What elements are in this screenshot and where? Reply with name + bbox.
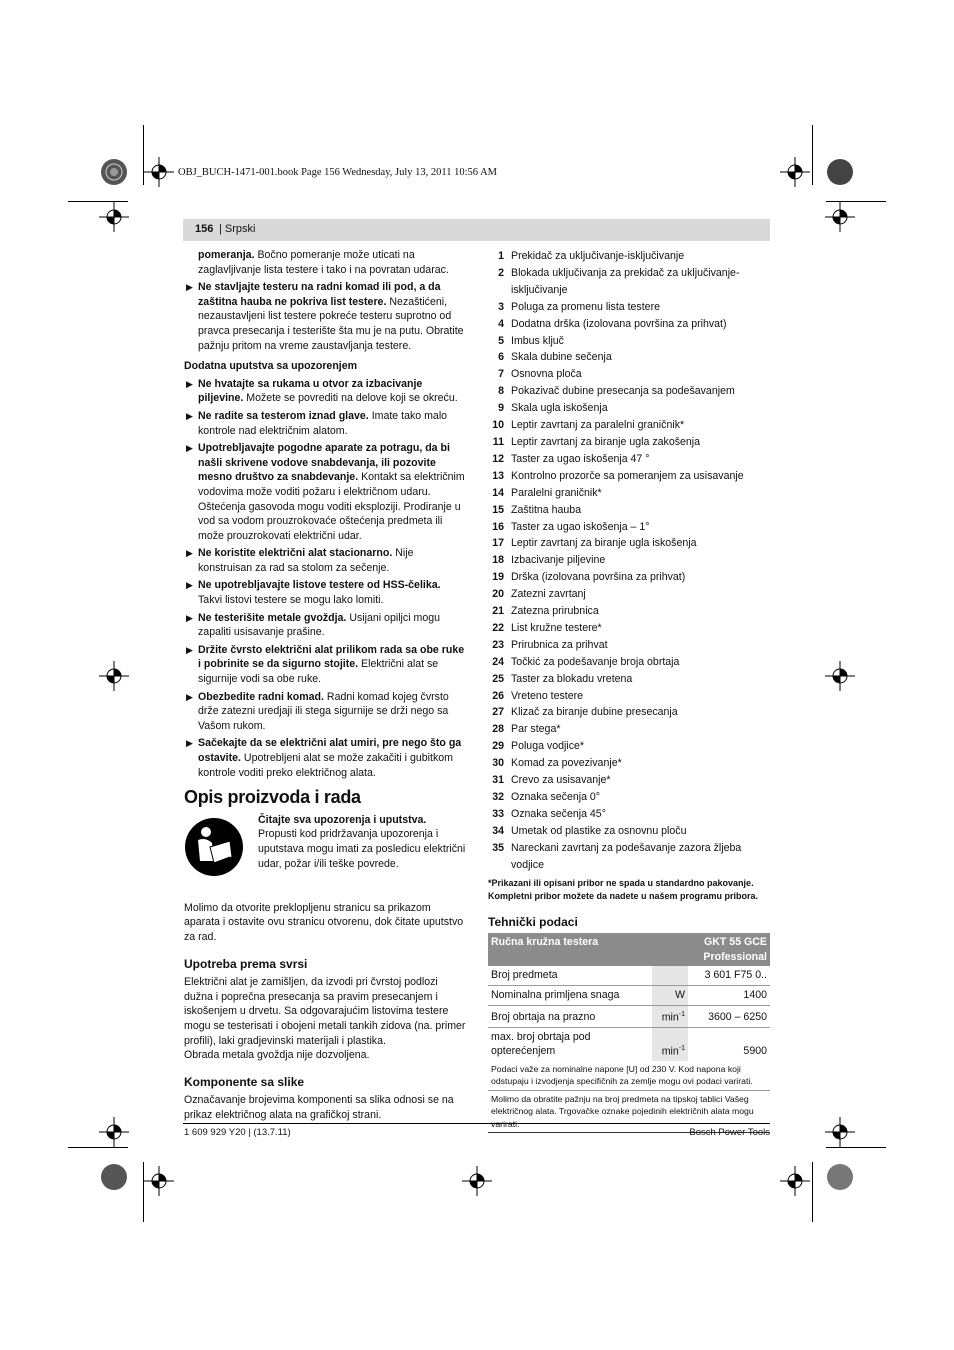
left-column <box>184 248 466 1123</box>
component-label: Pokazivač dubine presecanja sa podešavanjem <box>511 385 735 398</box>
list-item <box>488 366 770 383</box>
tech-table <box>488 933 770 1133</box>
tech-header-row <box>488 933 770 966</box>
read-instructions-text: Čitajte sva upozorenja i uputstva. Propusti kod pridržavanja upozorenja i uputstava mogu imati za posledicu električni udar, požar i/ili teške povrede. <box>258 813 466 870</box>
crosshair-icon <box>99 1117 129 1147</box>
registration-mark-icon <box>825 1162 855 1192</box>
components-text: Označavanje brojevima komponenti sa slika odnosi se na prikaz električnog alata na grafičkoj strani. <box>184 1094 454 1121</box>
component-label: Taster za ugao iskošenja 47 ° <box>511 452 650 465</box>
table-row: max. broj obrtaja pod opterećenjem $\min^{-1}$ 5900 <box>488 1027 770 1061</box>
component-label: Oznaka sečenja 0° <box>511 791 601 803</box>
component-label: Klizač za biranje dubine presecanja <box>511 706 678 719</box>
component-number: 32 <box>492 791 504 803</box>
component-number: 24 <box>492 655 504 668</box>
table-footnote-row: Molimo da obratite pažnju na broj predmeta na tipskoj tablici Vašeg električnog alata. Trgovačke oznake pojedinih električnih alata mogu <box>488 1090 770 1133</box>
component-label: Crevo za usisavanje* <box>511 774 611 787</box>
tech-title: Tehnički podaci <box>488 914 578 929</box>
section-title: Opis proizvoda i rada <box>184 787 361 808</box>
subheading: Dodatna uputstva sa upozorenjem <box>184 360 358 373</box>
list-item <box>488 603 770 620</box>
crosshair-icon <box>99 661 129 691</box>
usage-text: Električni alat je zamišljen, da izvodi pri čvrstoj podlozi dužna i poprečna presecanja sa pravim presecanjem i iskošenjem u drvetu. Sa odgovarajućim listovima testere mogu se testerisati i obojeni metali tankih zidova (na. primer profili), laki gradjevinski materijali i plastika. <box>184 976 466 1047</box>
warning-item: ▶ Ne upotrebljavajte listove testere od HSS-čelika. Takvi listovi testere se mogu lako lomiti. <box>186 579 441 607</box>
component-label: Leptir zavrtanj za biranje ugla zakošenja <box>511 435 701 448</box>
list-item <box>488 434 770 451</box>
list-item <box>488 620 770 637</box>
list-item <box>488 569 770 586</box>
component-number: 19 <box>492 571 504 584</box>
component-number: 18 <box>492 554 504 567</box>
footer-brand: Bosch Power Tools <box>689 1127 770 1138</box>
warning-item: ▶ Ne radite sa testerom iznad glave. Imate tako malo kontrole nad električnim alatom. <box>186 409 448 437</box>
component-number: 30 <box>492 757 504 770</box>
component-label: Poluga za promenu lista testere <box>511 300 660 313</box>
component-number: 31 <box>492 774 504 787</box>
component-number: 9 <box>498 402 504 415</box>
list-item <box>488 333 770 350</box>
component-label: List kružne testere* <box>511 621 602 634</box>
registration-mark-icon <box>99 157 129 187</box>
list-item <box>488 637 770 654</box>
component-label: Skala ugla iskošenja <box>511 402 608 415</box>
component-label: Nareckani zavrtanj za podešavanje zazora žljeba vodjice <box>511 841 742 871</box>
intro-paragraph: pomeranja. Bočno pomeranje može uticati na zaglavljivanje lista testere i tako i na povratan udarac. <box>198 249 449 276</box>
list-item <box>488 721 770 738</box>
list-item <box>488 535 770 552</box>
file-info: OBJ_BUCH-1471-001.book Page 156 Wednesday, July 13, 2011 10:56 AM <box>178 167 498 178</box>
registration-mark-icon <box>825 157 855 187</box>
list-item <box>488 299 770 316</box>
read-manual-icon <box>184 817 244 877</box>
list-item <box>488 671 770 688</box>
footer-code: 1 609 929 Y20 | (13.7.11) <box>184 1127 291 1138</box>
list-item <box>488 502 770 519</box>
list-item <box>488 789 770 806</box>
component-label: Skala dubine sečenja <box>511 351 612 364</box>
list-item <box>488 400 770 417</box>
table-row: Broj predmeta 3 601 F75 0.. <box>488 966 770 985</box>
component-number: 35 <box>492 841 504 854</box>
crosshair-icon <box>144 1166 174 1196</box>
list-item <box>488 485 770 502</box>
list-item <box>488 704 770 721</box>
list-item <box>488 654 770 671</box>
list-item <box>488 738 770 755</box>
crosshair-icon <box>780 1166 810 1196</box>
component-number: 33 <box>492 807 504 820</box>
component-label: Poluga vodjice* <box>511 740 585 753</box>
footer-rule <box>183 1123 770 1124</box>
component-number: 29 <box>492 740 504 753</box>
component-label: Blokada uključivanja za prekidač za uključivanje-isključivanje <box>511 266 740 296</box>
component-label: Imbus ključ <box>511 334 564 347</box>
component-label: Oznaka sečenja 45° <box>511 807 606 820</box>
list-item <box>488 451 770 468</box>
component-label: Prekidač za uključivanje-isključivanje <box>511 250 685 262</box>
component-number: 25 <box>492 672 504 685</box>
component-number: 27 <box>492 706 504 719</box>
component-number: 28 <box>492 723 504 736</box>
warning-item: ▶ Ne koristite električni alat stacionarno. Nije konstruisan za rad sa stolom za sečenje. <box>186 547 414 574</box>
component-number: 4 <box>498 317 504 330</box>
page-header <box>183 219 770 241</box>
component-number: 10 <box>492 419 504 432</box>
component-label: Paralelni graničnik* <box>511 486 602 499</box>
crosshair-icon <box>780 157 810 187</box>
list-item <box>488 772 770 789</box>
component-number: 20 <box>492 588 504 601</box>
warning-item: ▶ Ne hvatajte sa rukama u otvor za izbacivanje piljevine. Možete se povrediti na delove koji se okreću. <box>186 377 458 405</box>
component-number: 3 <box>498 300 504 313</box>
warning-item: ▶ Ne testerišite metale gvoždja. Usijani opiljci mogu zapaliti usisavanje prašine. <box>186 611 440 639</box>
component-number: 17 <box>492 537 504 550</box>
component-number: 8 <box>498 385 504 398</box>
component-label: Taster za blokadu vretena <box>511 672 633 685</box>
list-item <box>488 586 770 603</box>
tech-header-right: GKT 55 GCE Professional <box>688 933 770 966</box>
warning-item: ▶ Držite čvrsto električni alat prilikom rada sa obe ruke i pobrinite se da sigurno stojite. Električni alat se sigurnije vodi sa obe ruke. <box>186 643 465 686</box>
tech-header-left: Ručna kružna testera <box>488 933 688 966</box>
component-number: 21 <box>492 605 504 618</box>
crosshair-icon <box>144 157 174 187</box>
component-number: 26 <box>492 689 504 702</box>
component-label: Točkić za podešavanje broja obrtaja <box>511 655 680 668</box>
list-item <box>488 468 770 485</box>
component-label: Dodatna drška (izolovana površina za prihvat) <box>511 317 727 330</box>
list-item <box>488 806 770 823</box>
component-label: Osnovna ploča <box>511 368 582 381</box>
page-language: | Srpski <box>219 223 256 235</box>
component-label: Vreteno testere <box>511 689 584 702</box>
component-number: 22 <box>492 621 504 634</box>
crosshair-icon <box>825 1117 855 1147</box>
component-number: 7 <box>498 368 504 381</box>
list-item <box>488 248 770 265</box>
component-list <box>488 248 770 874</box>
list-item <box>488 519 770 536</box>
table-row: Broj obrtaja na prazno $\min^{-1}$ 3600 – 6250 <box>488 1005 770 1027</box>
component-number: 11 <box>492 435 504 448</box>
list-item <box>488 755 770 772</box>
component-number: 1 <box>498 250 504 262</box>
usage-title: Upotreba prema svrsi <box>184 956 308 971</box>
warning-item: ▶ Sačekajte da se električni alat umiri, pre nego što ga ostavite. Upotrebljeni alat se može zakačiti i gubitkom kontrole voditi preko električnog alata. <box>186 737 462 779</box>
component-label: Par stega* <box>511 723 561 736</box>
component-label: Kontrolno prozorče sa pomeranjem za usisavanje <box>511 469 744 482</box>
component-number: 16 <box>492 520 504 533</box>
component-number: 15 <box>492 503 504 516</box>
component-label: Leptir zavrtanj za paralelni graničnik* <box>511 419 685 432</box>
page-number: 156 <box>195 223 214 235</box>
component-label: Prirubnica za prihvat <box>511 638 608 651</box>
accessory-note: *Prikazani ili opisani pribor ne spada u standardno pakovanje. Kompletni pribor možete da nadete u našem programu pribora. <box>488 877 759 901</box>
component-label: Zatezna prirubnica <box>511 605 599 618</box>
table-row: Nominalna primljena snaga W 1400 <box>488 985 770 1005</box>
crosshair-icon <box>99 202 129 232</box>
component-number: 6 <box>498 351 504 364</box>
component-number: 14 <box>492 486 504 499</box>
warning-item: ▶ Upotrebljavajte pogodne aparate za potragu, da bi našli skrivene vodove snabdevanja, ili pozovite mesno društvo za snabdevanje. Kontakt sa električnim vodovima može voditi požaru i električnom udaru. Oštećenja gasovoda mogu voditi eksploziji. Prodiranje u vod sa vodom prouzrokovaće oštećenja predmeta ili može prouzrokovati električni udar. <box>186 442 465 542</box>
component-number: 23 <box>492 638 504 651</box>
component-label: Taster za ugao iskošenja – 1° <box>511 520 650 533</box>
list-item <box>488 688 770 705</box>
right-column <box>488 248 770 1133</box>
component-number: 12 <box>492 452 504 465</box>
registration-mark-icon <box>99 1162 129 1192</box>
component-label: Umetak od plastike za osnovnu ploču <box>511 824 687 837</box>
component-number: 2 <box>498 266 504 279</box>
list-item <box>488 823 770 840</box>
list-item <box>488 316 770 333</box>
read-instructions-box <box>184 813 466 893</box>
crosshair-icon <box>825 661 855 691</box>
warning-item: ▶ Ne stavljajte testeru na radni komad ili pod, a da zaštitna hauba ne pokriva list testere. Nezaštićeni, nezaustavljeni list testere pokreće testeru suprotno od pravca presecanja i testerište šta mu je na putu. Obratite pažnju pritom na vreme zaustavljanja testere. <box>186 281 464 352</box>
components-title: Komponente sa slike <box>184 1074 305 1089</box>
crosshair-icon <box>462 1166 492 1196</box>
list-item <box>488 840 770 874</box>
component-number: 34 <box>492 824 504 837</box>
component-label: Drška (izolovana površina za prihvat) <box>511 571 686 584</box>
component-label: Leptir zavrtanj za biranje ugla iskošenja <box>511 537 697 550</box>
component-label: Zatezni zavrtanj <box>511 588 586 601</box>
component-number: 5 <box>498 334 504 347</box>
list-item <box>488 265 770 299</box>
component-label: Izbacivanje piljevine <box>511 554 606 567</box>
fold-text: Molimo da otvorite preklopljenu stranicu sa prikazom aparata i ostavite ovu stranicu otvorenu, dok čitate uputstvo za rad. <box>184 901 464 943</box>
list-item <box>488 383 770 400</box>
table-footnote-row: Podaci važe za nominalne napone [U] od 230 V. Kod napona koji odstupaju i izvodjenja specifičnih za zemlje mogu ovi podaci varirati. <box>488 1061 770 1091</box>
usage-text-2: Obrada metala gvoždja nije dozvoljena. <box>184 1049 370 1062</box>
list-item <box>488 552 770 569</box>
list-item <box>488 417 770 434</box>
component-label: Komad za povezivanje* <box>511 757 622 770</box>
list-item <box>488 349 770 366</box>
warning-item: ▶ Obezbedite radni komad. Radni komad kojeg čvrsto drže zatezni uredjaji ili stega sigurnije se drži nego sa Vašom rukom. <box>186 690 449 732</box>
crosshair-icon <box>825 202 855 232</box>
component-label: Zaštitna hauba <box>511 503 582 516</box>
component-number: 13 <box>492 469 504 482</box>
